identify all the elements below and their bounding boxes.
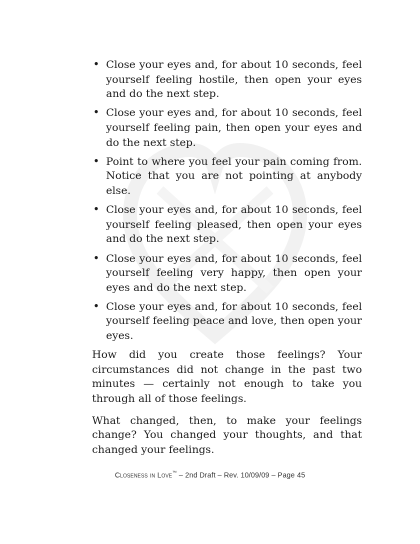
bullet-icon: • [93, 203, 100, 217]
list-item [92, 203, 362, 247]
list-item-text: Close your eyes and, for about 10 seconds, feel yourself feeling peace and love, then open your eyes. [106, 300, 362, 343]
page-footer [0, 470, 420, 479]
bullet-icon: • [93, 106, 100, 120]
bullet-icon: • [93, 58, 100, 71]
list-item [92, 106, 362, 150]
bullet-icon: • [93, 299, 100, 313]
list-item-text: Close your eyes and, for about 10 seconds, feel yourself feeling pleased, then open your eyes and do the next step. [106, 204, 362, 246]
list-item-text: Close your eyes and, for about 10 seconds, feel yourself feeling very happy, then open your eyes and do the next step. [106, 252, 362, 294]
bullet-icon: • [93, 154, 100, 168]
main-content [92, 58, 362, 464]
list-item-text: Close your eyes and, for about 10 seconds, feel yourself feeling pain, then open your eyes and do the next step. [106, 107, 362, 149]
footer-book-title: Closeness in Love [114, 470, 173, 480]
bullet-icon: • [93, 251, 100, 265]
footer-trademark: ™ [172, 470, 177, 475]
list-item-text: Point to where you feel your pain coming from. Notice that you are not pointing at anybody else. [106, 155, 362, 197]
list-item [92, 300, 362, 344]
list-item [92, 252, 362, 296]
footer-details: – 2nd Draft – Rev. 10/09/09 – Page 45 [176, 470, 306, 480]
body-paragraph: How did you create those feelings? Your circumstances did not change in the past two minutes — certainly not enough to take you through all of those feelings. [92, 349, 362, 406]
exercise-steps-list [92, 58, 362, 344]
body-paragraph: What changed, then, to make your feelings change? You changed your thoughts, and that changed your feelings. [92, 414, 362, 456]
list-item-text: Close your eyes and, for about 10 seconds, feel yourself feeling hostile, then open your eyes and do the next step. [106, 59, 362, 101]
list-item [92, 58, 362, 102]
list-item [92, 155, 362, 199]
